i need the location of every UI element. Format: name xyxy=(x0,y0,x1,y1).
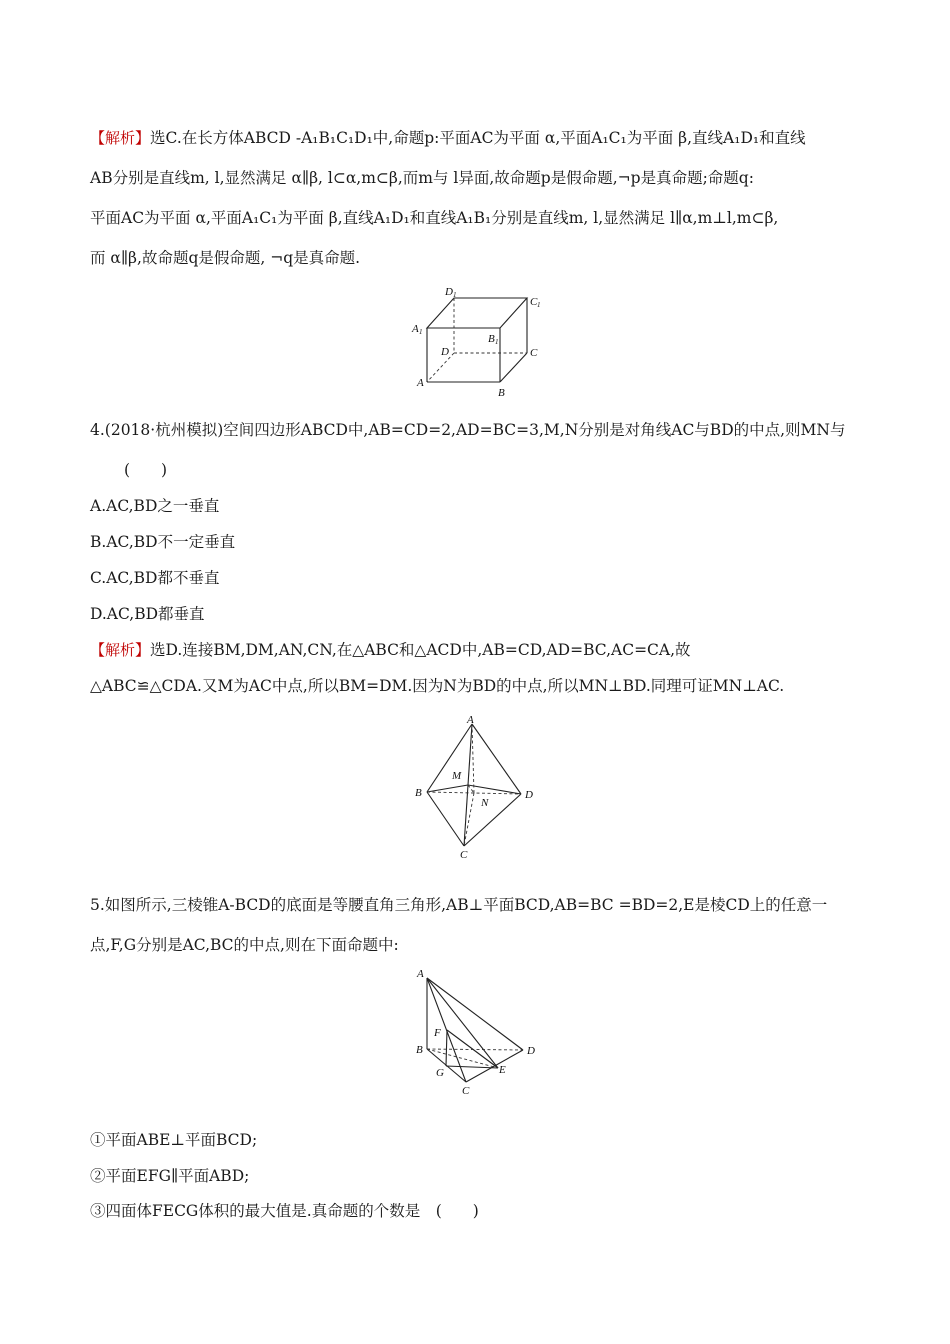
q5-item-2: ②平面EFG∥平面ABD; xyxy=(90,1167,250,1185)
q4-solution-line-1: 【解析】选D.连接BM,DM,AN,CN,在△ABC和△ACD中,AB=CD,AD=BC,AC=CA,故 xyxy=(90,641,691,659)
solution-tag: 【解析】 xyxy=(90,129,151,147)
svg-text:1: 1 xyxy=(537,301,541,309)
label-N: N xyxy=(481,797,489,809)
q3-solution-line-2: AB分别是直线m, l,显然满足 α∥β, l⊂α,m⊂β,而m与 l异面,故命题p是假命题,¬p是真命题;命题q: xyxy=(90,169,754,187)
label-D: D xyxy=(527,1045,535,1057)
q5-item-3: ③四面体FECG体积的最大值是.真命题的个数是 ( ) xyxy=(90,1202,479,1220)
q5-stem-line-1: 5.如图所示,三棱锥A-BCD的底面是等腰直角三角形,AB⊥平面BCD,AB=BC =BD=2,E是棱CD上的任意一 xyxy=(90,896,828,914)
svg-text:1: 1 xyxy=(495,338,499,346)
label-E: E xyxy=(499,1064,506,1076)
label-A1: A xyxy=(412,323,419,335)
q4-option-d: D.AC,BD都垂直 xyxy=(90,605,205,623)
q5-stem-line-2: 点,F,G分别是AC,BC的中点,则在下面命题中: xyxy=(90,936,399,954)
q4-solution-line-2: △ABC≌△CDA.又M为AC中点,所以BM=DM.因为N为BD的中点,所以MN⊥BD.同理可证MN⊥AC. xyxy=(90,677,785,695)
label-D1: D xyxy=(445,286,453,298)
label-G: G xyxy=(436,1067,444,1079)
svg-text:1: 1 xyxy=(453,291,457,299)
label-A: A xyxy=(417,968,424,980)
label-B: B xyxy=(415,787,422,799)
label-C: C xyxy=(462,1085,470,1097)
q5-item-1: ①平面ABE⊥平面BCD; xyxy=(90,1131,258,1149)
q3-solution-line-4: 而 α∥β,故命题q是假命题, ¬q是真命题. xyxy=(90,249,361,267)
q4-option-c: C.AC,BD都不垂直 xyxy=(90,569,220,587)
q4-answer-blank: ( ) xyxy=(124,461,168,479)
cuboid-figure xyxy=(405,285,555,400)
tetrahedron-figure xyxy=(405,712,545,862)
q4-option-a: A.AC,BD之一垂直 xyxy=(90,497,220,515)
label-C: C xyxy=(460,849,468,861)
label-F: F xyxy=(434,1027,441,1039)
label-B: B xyxy=(498,387,505,399)
label-B: B xyxy=(416,1044,423,1056)
q3-solution-line-1: 【解析】选C.在长方体ABCD -A₁B₁C₁D₁中,命题p:平面AC为平面 α,平面A₁C₁为平面 β,直线A₁D₁和直线 xyxy=(90,129,806,147)
label-M: M xyxy=(452,770,462,782)
q4-stem: 4.(2018·杭州模拟)空间四边形ABCD中,AB=CD=2,AD=BC=3,M,N分别是对角线AC与BD的中点,则MN与 xyxy=(90,421,846,439)
label-A: A xyxy=(467,714,474,726)
q4-option-b: B.AC,BD不一定垂直 xyxy=(90,533,236,551)
solution-tag: 【解析】 xyxy=(90,641,151,659)
pyramid-figure xyxy=(405,966,545,1101)
label-D: D xyxy=(525,789,533,801)
cuboid-top-face xyxy=(427,298,527,328)
label-C: C xyxy=(530,347,538,359)
label-B1: B xyxy=(488,333,495,345)
svg-text:1: 1 xyxy=(419,328,423,336)
label-D: D xyxy=(441,346,449,358)
label-C1: C xyxy=(530,296,538,308)
label-A: A xyxy=(417,377,424,389)
q3-solution-line-3: 平面AC为平面 α,平面A₁C₁为平面 β,直线A₁D₁和直线A₁B₁分别是直线m, l,显然满足 l∥α,m⊥l,m⊂β, xyxy=(90,209,779,227)
